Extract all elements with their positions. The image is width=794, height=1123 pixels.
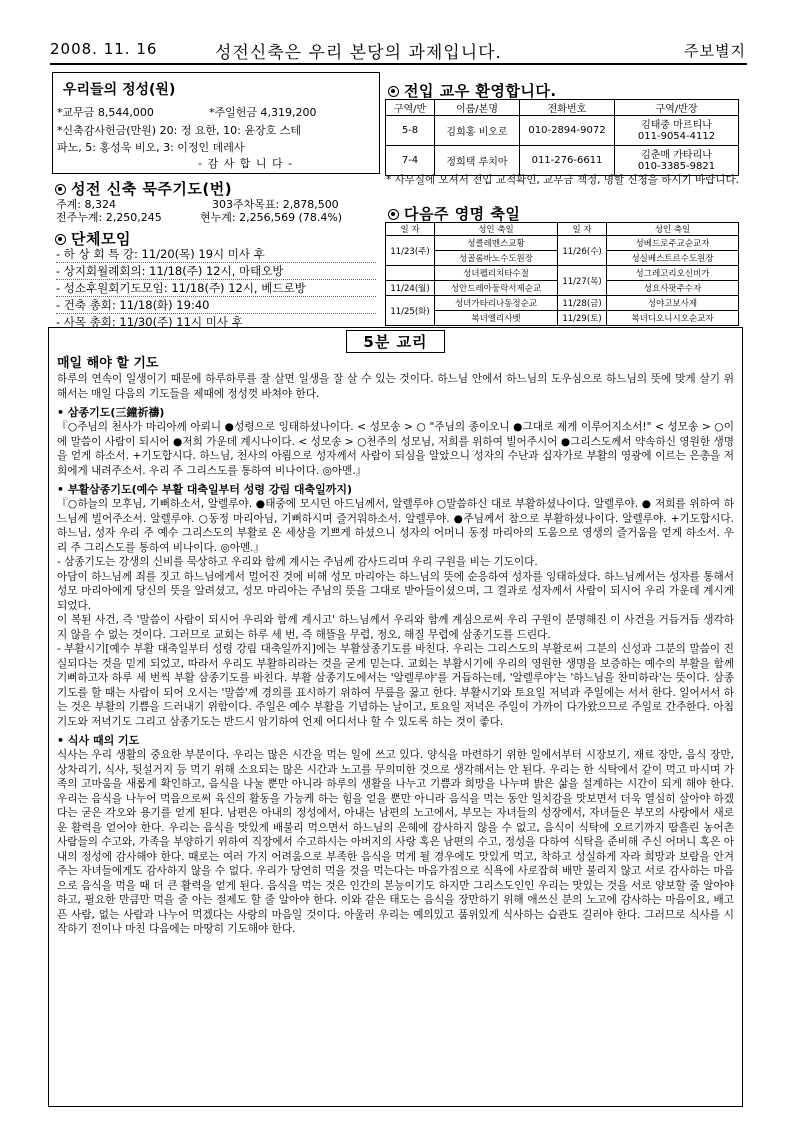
feast-saint: 성녀펠리치타수절 xyxy=(435,266,558,281)
col-header: 성인 축일 xyxy=(607,223,739,236)
doctrine-title: 5분 교리 xyxy=(346,330,444,353)
doctrine-box xyxy=(48,327,743,1107)
angelus-explain-4: - 부활시기[예수 부활 대축일부터 성령 강림 대축일까지]에는 부활삼종기도를 바친다. 우리는 그리스도의 부활로써 그분의 신성과 그분의 말씀이 진실되다는 것을 믿게 되었고, 따라서 우리도 부활하리라는 것을 굳게 믿는다. 교회는 부활시기에 우리의 영원한 생명을 보증하는 예수의 부활을 함께 기뻐하고자 하루 세 번씩 부활 삼종기도를 바친다. 부활 삼종기도에서는 '알렐루야'를 거듭하는데, '알렐루야'는 '하느님을 찬미하라'는 뜻이다. 삼종기도를 할 때는 사람이 되어 오시는 '말씀'께 경의를 표시하기 위하여 무릎을 꿇고 한다. 부활시기와 토요일 저녁과 주일에는 서서 한다. 일어서서 하는 것은 부활의 기쁨을 드러내기 위함이다. 주일은 예수 부활을 기념하는 날이고, 토요일 저녁은 주일이 가까이 다가왔으므로 주일로 간주한다. 아침기도와 저녁기도 그리고 삼종기도는 반드시 암기하여 언제 어디서나 할 수 있도록 하는 것이 좋다. xyxy=(57,643,734,728)
transfer-table xyxy=(385,99,739,176)
leader-name: 김태중 마르티나 xyxy=(641,119,712,131)
offering-box xyxy=(52,72,380,174)
feast-date: 11/27(목) xyxy=(558,266,607,296)
regina-caeli-heading: • 부활삼종기도(예수 부활 대축일부터 성령 강림 대축일까지) xyxy=(57,483,353,496)
target-bullet-icon xyxy=(388,209,399,220)
feast-date: 11/23(주) xyxy=(386,236,435,266)
offering-thanks: - 감 사 합 니 다 - xyxy=(198,157,294,170)
transfer-section-title xyxy=(388,80,557,101)
feast-date: 11/25(화) xyxy=(386,296,435,326)
feast-saint: 성안드레아둥락서제순교 xyxy=(435,281,558,296)
group-item: - 성소후원회기도모임: 11/18(주) 12시, 베드로방 xyxy=(56,280,376,297)
transfer-title: 전입 교우 환영합니다. xyxy=(404,82,557,100)
feast-date: 11/24(월) xyxy=(386,281,435,296)
rosary-title: 성전 신축 묵주기도(번) xyxy=(71,180,233,198)
cell-phone: 011-276-6611 xyxy=(520,146,615,176)
target-bullet-icon xyxy=(388,86,399,97)
feast-section-title xyxy=(388,203,520,224)
feast-saint: 성골롬바노수도원장 xyxy=(435,251,558,266)
rosary-weekly: 주계: 8,324 xyxy=(56,198,116,211)
rosary-current-total: 현누계: 2,256,569 (78.4%) xyxy=(200,211,343,224)
feast-saint: 성그레고리오신비가 xyxy=(607,266,739,281)
angelus-explain-3: 이 복된 사건, 즉 '말씀이 사람이 되시어 우리와 함께 계시고' 하느님께서 우리와 함께 계심으로써 우리 구원이 분명해진 이 사건을 거듭거듭 생각하지 않을 수 없는 것이다. 그러므로 교회는 하루 세 번, 즉 해뜰을 무렵, 정오, 해질 무렵에 삼종기도를 드린다. xyxy=(57,614,734,641)
cell-area: 7-4 xyxy=(386,146,435,176)
doctrine-intro: 하루의 연속이 일생이기 때문에 하루하루를 잘 살면 일생을 잘 살 수 있는 것이다. 하느님 안에서 하느님의 도우심으로 하느님의 뜻에 맞게 살기 위해서는 매일 다음의 기도들을 제때에 정성껏 바쳐야 한다. xyxy=(57,373,734,400)
col-header: 성인 축일 xyxy=(435,223,558,236)
cell-phone: 010-2894-9072 xyxy=(520,116,615,146)
angelus-heading: • 삼종기도(三鐘祈禱) xyxy=(57,406,165,419)
bulletin-title: 성전신축은 우리 본당의 과제입니다. xyxy=(215,43,502,63)
feast-date: 11/28(금) xyxy=(558,296,607,311)
meal-prayer-text: 식사는 우리 생활의 중요한 부분이다. 우리는 많은 시간을 먹는 일에 쓰고 있다. 양식을 마련하기 위한 일에서부터 시장보기, 재료 장만, 음식 장만, 상차리기, 식사, 뒷설거지 등 먹기 위해 소요되는 많은 시간과 노고를 무의미한 것으로 생각해서는 안 된다. 우리는 한 식탁에서 같이 먹고 마시며 가족의 고마움을 새롭게 확인하고, 음식을 나눌 뿐만 아니라 하루의 생활을 나누고 기쁨과 희망을 나누며 밝은 삶을 설계하는 시간이 되게 해야 한다. 우리는 음식을 나누어 먹음으로써 육신의 활동을 가능케 하는 힘을 얻을 뿐만 아니라 음식을 먹는 동안 일치감을 맛보면서 더욱 열심히 살아야 하겠다는 굳은 각오와 용기를 얻게 된다. 남편은 아내의 정성에서, 아내는 남편의 노고에서, 부모는 자녀들의 성장에서, 자녀들은 부모의 사랑에서 새로운 활력을 얻어야 한다. 우리는 음식을 맛있게 배불리 먹으면서 하느님의 은혜에 감사하지 않을 수 없고, 음식이 식탁에 오르기까지 땀흘린 농어촌 사람들의 수고와, 가족을 부양하기 위하여 직장에서 수고하시는 아버지의 사랑 혹은 남편의 수고, 정성을 다하여 식탁을 준비해 주신 어머니 혹은 아내의 정성에 감사해야 한다. 때로는 여러 가지 어려움으로 부족한 음식을 먹게 될 경우에도 맛있게 먹고, 착하고 성실하게 자라 희망과 보람을 안겨 주는 자녀들에게도 감사하지 않을 수 없다. 우리가 당연히 먹을 것을 먹는다는 마음가짐으로 식욕에 사로잡혀 배만 불리지 않고 서로 감사하는 마음으로 음식을 먹을 때 더 큰 활력을 얻게 된다. 음식을 먹는 것은 인간의 본능이기도 하지만 그리스도인인 우리는 맛있는 것을 서로 양보할 줄 알아야 하고, 필요한 만큼만 먹을 줄 아는 절제도 할 줄 알아야 한다. 이와 같은 태도는 음식을 장만하기 위해 애쓰신 분의 노고에 감사하는 마음이요, 배고픈 사람, 없는 사람과 나누어 먹겠다는 사랑의 마음일 것이다. 아울러 우리는 예의있고 품위있게 식사하는 습관도 길러야 한다. 그러므로 식사를 시작하기 전이나 마친 다음에는 마땅히 기도해야 한다. xyxy=(57,749,734,935)
cell-area: 5-8 xyxy=(386,116,435,146)
col-header: 구역/반장 xyxy=(615,100,739,116)
regina-caeli-prayer: 『○하늘의 모후님, 기뻐하소서, 알렐루야. ●태중에 모시던 아드님께서, 알렐루야 ○말씀하신 대로 부활하셨나이다. 알렐루야. ● 저희를 위하여 하느님께 빌어주소서. 알렐루야. ○동정 마리아님, 기뻐하시며 즐거워하소서. 알렐루야. ●주님께서 참으로 부활하셨나이다. 알렐루야. +기도합시다. 하느님, 성자 우리 주 예수 그리스도의 부활로 온 세상을 기쁘게 하셨으니 성자의 어머니 동정 마리아의 도움으로 영생의 즐거움을 얻게 하소서. 우리 주 그리스도를 통하여 비나이다. ◎아멘.』 xyxy=(57,498,734,554)
table-row xyxy=(386,146,739,176)
cell-leader xyxy=(615,146,739,176)
feast-saint: 복녀엘리사벳 xyxy=(435,311,558,326)
feast-saint: 성요사팟주수자 xyxy=(607,281,739,296)
col-header: 일 자 xyxy=(558,223,607,236)
offering-title: 우리들의 정성(원) xyxy=(63,82,176,98)
feast-saint: 복녀디오니시오순교자 xyxy=(607,311,739,326)
cell-name: 정희택 루치아 xyxy=(435,146,520,176)
target-bullet-icon xyxy=(55,184,66,195)
leader-phone: 011-9054-4112 xyxy=(637,130,716,142)
bulletin-date: 2008. 11. 16 xyxy=(50,40,158,58)
angelus-explain-1: - 삼종기도는 강생의 신비를 묵상하고 우리와 함께 계시는 주님께 감사드리며 우리 구원을 비는 기도이다. xyxy=(57,556,538,568)
offering-sunday: *주일헌금 4,319,200 xyxy=(209,106,317,119)
leader-phone: 010-3385-9821 xyxy=(637,160,716,172)
group-item: - 상지회월례회의: 11/18(주) 12시, 마태오방 xyxy=(56,263,376,280)
cell-leader xyxy=(615,116,739,146)
meal-prayer-heading: • 식사 때의 기도 xyxy=(57,734,140,747)
feast-date: 11/26(수) xyxy=(558,236,607,266)
col-header: 전화번호 xyxy=(520,100,615,116)
rosary-section-title xyxy=(55,178,232,199)
offering-building-line: *신축감사헌금(만원) 20: 정 요한, 10: 윤장호 스테 xyxy=(57,124,301,137)
target-bullet-icon xyxy=(55,234,66,245)
col-header: 이름/본명 xyxy=(435,100,520,116)
bulletin-label: 주보별지 xyxy=(684,42,746,60)
group-item: - 건축 총회: 11/18(화) 19:40 xyxy=(56,297,376,314)
transfer-note: * 사무실에 오셔서 전입 교적확인, 교무금 책정, 명할 신청을 하시기 바랍니다. xyxy=(386,174,739,186)
angelus-explain-2: 아담이 하느님께 죄를 짓고 하느님에게서 멀어진 것에 비해 성모 마리아는 하느님의 뜻에 순응하여 성자를 잉태하셨다. 하느님께서는 성자를 통해서 성모 마리아에게 당신의 뜻을 알려셨고, 성모 마리아는 주님의 뜻을 그대로 받아들이셨으며, 그 결과로 성자께서 사람이 되시어 우리 가운데 계시게 되었다. xyxy=(57,570,734,612)
offering-building-line2: 파노, 5: 홍성욱 비오, 3: 이정인 데레사 xyxy=(57,141,245,154)
feast-date: 11/29(토) xyxy=(558,311,607,326)
col-header: 일 자 xyxy=(386,223,435,236)
rosary-goal: 303주차목표: 2,878,500 xyxy=(212,198,339,211)
cell-name: 김희홍 비오로 xyxy=(435,116,520,146)
feast-date-blank xyxy=(386,266,435,281)
feast-saint: 성녀가타리나동정순교 xyxy=(435,296,558,311)
feast-saint: 성클레멘스교황 xyxy=(435,236,558,251)
rosary-prev-total: 전주누계: 2,250,245 xyxy=(56,211,162,224)
offering-tithe: *교무금 8,544,000 xyxy=(57,106,154,119)
table-row xyxy=(386,116,739,146)
header-divider xyxy=(50,63,747,65)
feast-saint: 성실베스트르수도원장 xyxy=(607,251,739,266)
leader-name: 김춘매 가타리나 xyxy=(641,149,712,161)
groups-list xyxy=(56,246,376,330)
doctrine-title-wrap xyxy=(57,330,734,353)
groups-title: 단체모임 xyxy=(71,230,131,248)
col-header: 구역/반 xyxy=(386,100,435,116)
feast-table xyxy=(385,222,739,326)
group-item: - 하 상 회 특 강: 11/20(목) 19시 미사 후 xyxy=(56,246,376,263)
feast-title: 다음주 영명 축일 xyxy=(404,205,521,223)
doctrine-heading: 매일 해야 할 기도 xyxy=(57,356,159,371)
angelus-prayer: 『○주님의 천사가 마리아께 아뢰니 ●성령으로 잉태하셨나이다. < 성모송 > ○ "주님의 종이오니 ●그대로 제게 이루어지소서!" < 성모송 > ○이에 말씀이 사람이 되시어 ●저희 가운데 계시나이다. < 성모송 > ○천주의 성모님, 저희를 위하여 빌어주시어 ●그리스도께서 약속하신 영원한 생명을 얻게 하소서. +기도합시다. 하느님, 천사의 아룀으로 성자께서 사람이 되심을 알았으니 성자의 수난과 십자가로 부활의 영광에 이르는 은총을 저희에게 내려주소서. 우리 주 그리스도를 통하여 비나이다. ◎아멘.』 xyxy=(57,421,734,477)
feast-saint: 성야고보사제 xyxy=(607,296,739,311)
feast-saint: 성베드로주교순교자 xyxy=(607,236,739,251)
group-item: - 사목 총회: 11/30(주) 11시 미사 후 xyxy=(56,315,243,329)
